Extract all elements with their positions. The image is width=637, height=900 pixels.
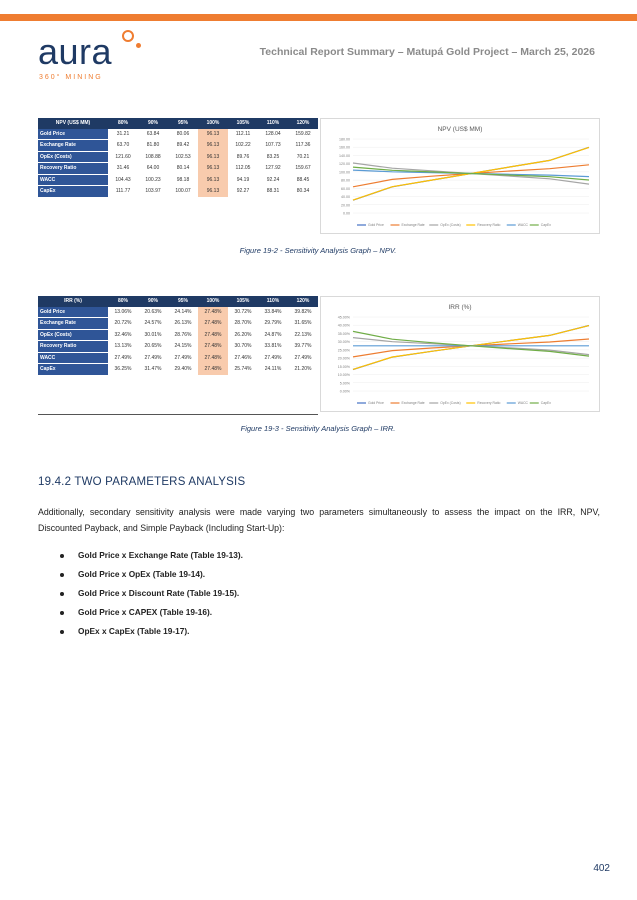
table-cell: 28.70% <box>234 320 252 327</box>
table-cell: 100.07 <box>175 188 191 195</box>
column-header: NPV (US$ MM) <box>38 118 108 129</box>
table-row <box>38 129 318 140</box>
y-tick-label: 100.00 <box>339 170 350 175</box>
column-header: 105% <box>228 296 258 307</box>
row-label: WACC <box>38 352 108 364</box>
list-item: Gold Price x Exchange Rate (Table 19-13). <box>60 546 243 565</box>
table-cell: 88.45 <box>296 176 310 183</box>
y-tick-label: 45.00% <box>337 315 350 320</box>
logo-subtitle: 360° MINING <box>39 74 103 81</box>
legend-label: Recovery Ratio <box>477 223 501 227</box>
y-tick-label: 5.00% <box>339 381 350 386</box>
y-tick-label: 10.00% <box>337 373 350 378</box>
legend-label: CapEx <box>540 223 551 227</box>
row-label: CapEx <box>38 364 108 376</box>
table-cell: 117.36 <box>295 142 311 149</box>
series-line-5 <box>353 167 589 180</box>
list-item: OpEx x CapEx (Table 19-17). <box>60 622 243 641</box>
y-tick-label: 140.00 <box>339 153 350 158</box>
legend-label: Exchange Rate <box>401 401 425 405</box>
irr-sensitivity-table <box>38 296 318 376</box>
table-cell: 96.13 <box>198 140 228 152</box>
npv-sensitivity-table <box>38 118 318 198</box>
table-row <box>38 307 318 318</box>
table-cell: 27.48% <box>198 329 228 341</box>
table-cell: 64.00 <box>146 165 160 172</box>
row-label: Recovery Ratio <box>38 341 108 353</box>
row-label: WACC <box>38 174 108 186</box>
y-tick-label: 0.00% <box>339 389 350 394</box>
y-tick-label: 25.00% <box>337 348 350 353</box>
table-cell: 31.47% <box>144 366 162 373</box>
y-tick-label: 40.00% <box>337 323 350 328</box>
legend-label: Exchange Rate <box>401 223 425 227</box>
table-cell: 30.72% <box>234 309 252 315</box>
table-cell: 30.01% <box>144 331 162 338</box>
table-cell: 39.77% <box>294 343 312 350</box>
table-cell: 159.82 <box>295 131 311 137</box>
logo-wordmark: aura <box>38 31 113 72</box>
y-tick-label: 15.00% <box>337 364 350 369</box>
column-header: 110% <box>258 296 288 307</box>
legend-label: Recovery Ratio <box>477 401 501 405</box>
table-row <box>38 186 318 198</box>
table-cell: 27.48% <box>198 341 228 353</box>
table-row <box>38 341 318 353</box>
table-cell: 63.70 <box>116 142 130 149</box>
table-cell: 63.84 <box>146 131 160 137</box>
table-cell: 108.88 <box>145 153 161 160</box>
bullet-icon <box>60 611 64 615</box>
table-cell: 20.65% <box>144 343 162 350</box>
table-cell: 24.11% <box>264 366 282 373</box>
column-header: 110% <box>258 118 288 129</box>
table-cell: 26.20% <box>234 331 252 338</box>
table-row <box>38 352 318 364</box>
table-cell: 22.13% <box>294 331 312 338</box>
y-tick-label: 20.00 <box>341 203 350 208</box>
y-tick-label: 35.00% <box>337 331 350 336</box>
page-number: 402 <box>593 863 610 874</box>
table-cell: 27.49% <box>144 354 162 361</box>
table-cell: 27.49% <box>114 354 132 361</box>
bullet-icon <box>60 554 64 558</box>
divider-line <box>38 414 318 415</box>
column-header: 80% <box>108 118 138 129</box>
table-cell: 89.42 <box>176 142 190 149</box>
table-cell: 80.34 <box>296 188 310 195</box>
column-header: 105% <box>228 118 258 129</box>
table-row <box>38 140 318 152</box>
legend-label: OpEx (Costs) <box>440 223 461 227</box>
table-cell: 92.27 <box>236 188 250 195</box>
table-cell: 39.82% <box>294 309 312 315</box>
table-cell: 28.76% <box>174 331 192 338</box>
legend-label: WACC <box>517 401 528 405</box>
npv-line-chart <box>321 119 599 233</box>
column-header: 90% <box>138 296 168 307</box>
legend-label: OpEx (Costs) <box>440 401 461 405</box>
y-tick-label: 40.00 <box>341 195 350 200</box>
table-cell: 80.06 <box>176 131 190 137</box>
row-label: Recovery Ratio <box>38 163 108 175</box>
legend-label: Gold Price <box>368 401 384 405</box>
table-cell: 24.87% <box>264 331 282 338</box>
column-header: 100% <box>198 118 228 129</box>
column-header: 80% <box>108 296 138 307</box>
table-cell: 27.49% <box>174 354 192 361</box>
analysis-list <box>60 546 243 641</box>
table-cell: 27.48% <box>198 307 228 318</box>
table-cell: 27.48% <box>198 318 228 330</box>
table-cell: 102.22 <box>235 142 251 149</box>
table-cell: 103.97 <box>145 188 161 195</box>
row-label: Gold Price <box>38 307 108 318</box>
table-cell: 81.80 <box>146 142 160 149</box>
table-cell: 107.73 <box>265 142 281 149</box>
table-cell: 27.49% <box>294 354 312 361</box>
table-cell: 27.46% <box>234 354 252 361</box>
table-row <box>38 151 318 163</box>
table-cell: 83.25 <box>266 153 280 160</box>
table-cell: 30.70% <box>234 343 252 350</box>
table-cell: 96.13 <box>198 163 228 175</box>
table-cell: 24.14% <box>174 309 192 315</box>
y-tick-label: 80.00 <box>341 178 350 183</box>
legend-label: CapEx <box>540 401 551 405</box>
table-row <box>38 329 318 341</box>
table-cell: 92.24 <box>266 176 280 183</box>
table-cell: 29.40% <box>174 366 192 373</box>
table-cell: 21.20% <box>294 366 312 373</box>
y-tick-label: 20.00% <box>337 356 350 361</box>
row-label: Exchange Rate <box>38 318 108 330</box>
column-header: 95% <box>168 118 198 129</box>
table-cell: 100.23 <box>145 176 161 183</box>
table-cell: 96.13 <box>198 174 228 186</box>
table-cell: 121.60 <box>115 153 131 160</box>
bullet-icon <box>60 592 64 596</box>
table-cell: 96.13 <box>198 186 228 198</box>
table-cell: 89.76 <box>236 153 250 160</box>
table-cell: 96.13 <box>198 129 228 140</box>
irr-chart-frame <box>320 296 600 412</box>
column-header: 100% <box>198 296 228 307</box>
list-item: Gold Price x OpEx (Table 19-14). <box>60 565 243 584</box>
legend-label: Gold Price <box>368 223 384 227</box>
table-cell: 24.57% <box>144 320 162 327</box>
report-header-title: Technical Report Summary – Matupá Gold Project – March 25, 2026 <box>259 46 595 58</box>
figure-npv <box>38 118 598 268</box>
list-item: Gold Price x CAPEX (Table 19-16). <box>60 603 243 622</box>
figure-irr <box>38 296 598 436</box>
table-cell: 94.19 <box>236 176 250 183</box>
table-cell: 20.63% <box>144 309 162 315</box>
table-cell: 32.46% <box>114 331 132 338</box>
table-cell: 29.79% <box>264 320 282 327</box>
row-label: Gold Price <box>38 129 108 140</box>
figure-caption-npv: Figure 19-2 - Sensitivity Analysis Graph – NPV. <box>239 246 397 255</box>
y-tick-label: 60.00 <box>341 186 350 191</box>
table-cell: 20.72% <box>114 320 132 327</box>
bullet-icon <box>60 573 64 577</box>
y-tick-label: 0.00 <box>343 211 350 216</box>
column-header: IRR (%) <box>38 296 108 307</box>
column-header: 120% <box>288 118 318 129</box>
table-cell: 159.67 <box>295 165 311 172</box>
table-cell: 112.11 <box>235 131 251 137</box>
figure-caption-irr: Figure 19-3 - Sensitivity Analysis Graph – IRR. <box>240 424 396 433</box>
logo-dot-icon <box>136 43 141 48</box>
section-heading: 19.4.2 TWO PARAMETERS ANALYSIS <box>38 476 246 488</box>
row-label: OpEx (Costs) <box>38 329 108 341</box>
table-cell: 27.48% <box>198 364 228 376</box>
table-cell: 26.13% <box>174 320 192 327</box>
table-cell: 36.25% <box>114 366 132 373</box>
logo-ring-icon <box>122 30 134 42</box>
table-cell: 88.31 <box>266 188 280 195</box>
y-tick-label: 30.00% <box>337 340 350 345</box>
table-header-row <box>38 296 318 307</box>
aura-logo <box>38 30 148 85</box>
table-row <box>38 364 318 376</box>
table-cell: 31.65% <box>294 320 312 327</box>
table-cell: 27.48% <box>198 352 228 364</box>
table-cell: 33.84% <box>264 309 282 315</box>
top-orange-bar <box>0 14 637 21</box>
legend-label: WACC <box>517 223 528 227</box>
table-cell: 24.15% <box>174 343 192 350</box>
y-tick-label: 180.00 <box>339 137 350 142</box>
column-header: 95% <box>168 296 198 307</box>
bullet-icon <box>60 630 64 634</box>
section-paragraph: Additionally, secondary sensitivity analysis were made varying two parameters simultaneously to assess the impact on the IRR, NPV, Discounted Payback, and Simple Payback (Including Start-Up): <box>38 507 600 533</box>
table-cell: 127.92 <box>265 165 281 172</box>
table-row <box>38 163 318 175</box>
table-cell: 27.49% <box>264 354 282 361</box>
series-line-5 <box>353 331 589 356</box>
row-label: Exchange Rate <box>38 140 108 152</box>
series-line-0 <box>353 326 589 370</box>
table-cell: 96.13 <box>198 151 228 163</box>
table-cell: 80.14 <box>176 165 190 172</box>
table-cell: 33.81% <box>264 343 282 350</box>
series-line-3 <box>353 326 589 370</box>
table-header-row <box>38 118 318 129</box>
table-row <box>38 174 318 186</box>
table-cell: 13.06% <box>114 309 132 315</box>
table-cell: 102.53 <box>175 153 191 160</box>
npv-chart-frame <box>320 118 600 234</box>
chart-title: IRR (%) <box>448 304 472 311</box>
column-header: 120% <box>288 296 318 307</box>
chart-title: NPV (US$ MM) <box>437 126 483 133</box>
table-cell: 31.21 <box>116 131 130 137</box>
y-tick-label: 160.00 <box>339 145 350 150</box>
table-cell: 111.77 <box>115 188 131 195</box>
table-cell: 112.05 <box>235 165 251 172</box>
column-header: 90% <box>138 118 168 129</box>
table-cell: 70.21 <box>296 153 310 160</box>
table-row <box>38 318 318 330</box>
irr-line-chart <box>321 297 599 411</box>
row-label: OpEx (Costs) <box>38 151 108 163</box>
table-cell: 128.04 <box>265 131 281 137</box>
table-cell: 104.43 <box>115 176 131 183</box>
y-tick-label: 120.00 <box>339 162 350 167</box>
list-item: Gold Price x Discount Rate (Table 19-15). <box>60 584 243 603</box>
table-cell: 13.13% <box>114 343 132 350</box>
row-label: CapEx <box>38 186 108 198</box>
table-cell: 31.46 <box>116 165 130 172</box>
table-cell: 98.18 <box>176 176 190 183</box>
table-cell: 25.74% <box>234 366 252 373</box>
